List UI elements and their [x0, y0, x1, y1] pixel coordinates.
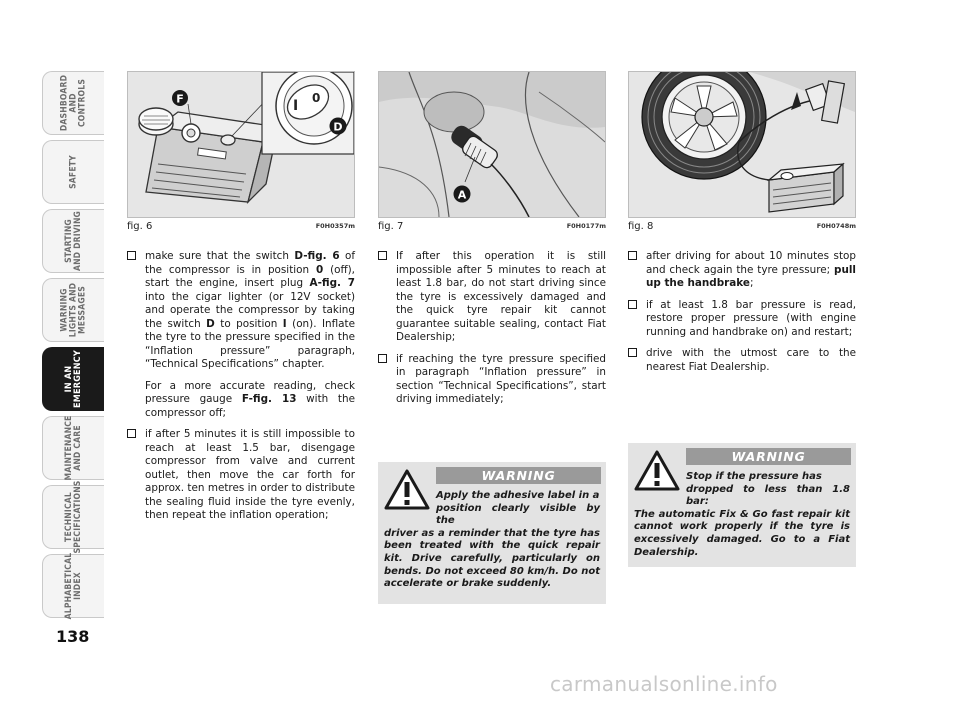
figure-caption — [378, 221, 606, 235]
text: ; — [749, 277, 754, 289]
switch-mark-on: I — [293, 98, 299, 114]
text: if reaching the tyre pressure specified in paragraph “Inflation pressure” in section “Technical Specifications”, start driving immediately; — [396, 352, 606, 405]
figure-label: fig. 8 — [628, 221, 654, 232]
text: If after this operation it is still impossible after 5 minutes to reach at least 1.8 bar, do not start driving since the tyre is excessively damaged and the quick tyre repair kit cannot guarantee suitable sealing, contact Fiat Dealership; — [396, 250, 606, 343]
ref-text: A-fig. 7 — [309, 277, 355, 289]
warning-title: WARNING — [686, 448, 851, 465]
text: with the compressor off; — [145, 393, 355, 419]
warning-title: WARNING — [436, 467, 601, 484]
figure-code: F0H0177m — [566, 222, 606, 230]
text: if after 5 minutes it is still impossible to reach at least 1.5 bar, disengage compressor from valve and current outlet, then move the car forth for approx. ten metres in order to distribute the sealing fluid inside the tyre evenly, then repeat the inflation operation; — [145, 428, 355, 521]
figure-caption — [628, 221, 856, 235]
tab-dashboard-and-controls[interactable] — [42, 71, 104, 135]
tab-label: STARTING AND DRIVING — [63, 210, 83, 272]
tab-safety[interactable] — [42, 140, 104, 204]
paragraph — [127, 380, 355, 421]
warning-text — [634, 471, 850, 559]
figure-label: fig. 6 — [127, 221, 153, 232]
callout-f: F — [176, 92, 184, 106]
tab-label: ALPHABETICAL INDEX — [63, 552, 83, 620]
checkbox-bullet-icon — [378, 354, 387, 363]
list-item — [378, 353, 606, 407]
warning-text — [384, 490, 600, 591]
tab-alphabetical-index[interactable] — [42, 554, 104, 618]
ref-text: D — [206, 317, 215, 330]
text: (off), start the engine, insert plug — [145, 263, 355, 289]
tab-label: DASHBOARD AND CONTROLS — [59, 74, 87, 132]
ref-text: I — [282, 317, 287, 330]
text: after driving for about 10 minutes stop and check again the tyre pressure; — [646, 250, 856, 276]
text: For a more accurate reading, check pressure gauge — [145, 379, 355, 405]
warning-box-pressure — [628, 443, 856, 567]
text: (on). Inflate the tyre to the pressure specified in the “Inflation pressure” paragraph, “Technical Specifications” chapter. — [145, 317, 355, 370]
tab-label: WARNING LIGHTS AND MESSAGES — [59, 282, 87, 338]
text: Apply the adhesive label in a — [436, 490, 600, 501]
checkbox-bullet-icon — [628, 251, 637, 260]
tab-warning-lights-and-messages[interactable] — [42, 278, 104, 342]
tab-label: SAFETY — [68, 155, 78, 189]
figure-code: F0H0357m — [315, 222, 355, 230]
list-item — [127, 250, 355, 372]
ref-text: 0 — [315, 263, 324, 276]
text: The automatic Fix & Go fast repair kit cannot work properly if the tyre is excessively damaged. Go to a Fiat Dealership. — [634, 508, 850, 558]
checkbox-bullet-icon — [628, 300, 637, 309]
tab-technical-specifications[interactable] — [42, 480, 104, 554]
watermark: carmanualsonline.info — [550, 672, 778, 696]
column-3 — [628, 250, 856, 382]
list-item — [628, 250, 856, 291]
figure-wheel-compressor-image — [628, 71, 856, 218]
text: drive with the utmost care to the nearest Fiat Dealership. — [646, 347, 856, 373]
checkbox-bullet-icon — [628, 348, 637, 357]
text: driver as a reminder that the tyre has been treated with the quick repair kit. Drive carefully, particularly on bends. Do not exceed 80 km/h. Do not accelerate or brake suddenly. — [384, 527, 600, 590]
list-item — [127, 428, 355, 523]
column-1 — [127, 250, 355, 531]
text: dropped to less than 1.8 bar: — [686, 483, 850, 508]
list-item — [628, 347, 856, 374]
callout-d: D — [333, 120, 343, 134]
ref-text: F-fig. 13 — [241, 393, 297, 405]
switch-mark-off: 0 — [312, 91, 321, 105]
text: to position — [214, 317, 283, 330]
tab-in-an-emergency[interactable] — [42, 347, 104, 411]
figure-label: fig. 7 — [378, 221, 404, 232]
callout-a: A — [457, 188, 467, 202]
list-item — [628, 299, 856, 340]
text: Stop if the pressure has — [686, 471, 822, 482]
warning-box-adhesive-label — [378, 462, 606, 604]
text: position clearly visible by the — [436, 502, 600, 527]
text: make sure that the switch — [145, 250, 295, 262]
ref-text: D-fig. 6 — [294, 250, 340, 262]
figure-compressor-image — [127, 71, 355, 218]
list-item — [378, 250, 606, 345]
tab-label: MAINTENANCE AND CARE — [63, 415, 83, 481]
text: if at least 1.8 bar pressure is read, restore proper pressure (with engine running and handbrake on) and restart; — [646, 298, 856, 338]
column-2 — [378, 250, 606, 415]
figure-caption — [127, 221, 355, 235]
tab-label: TECHNICAL SPECIFICATIONS — [63, 480, 83, 554]
tab-maintenance-and-care[interactable] — [42, 416, 104, 480]
checkbox-bullet-icon — [127, 429, 136, 438]
text: into the cigar lighter (or 12V socket) and operate the compressor by taking the switch — [145, 290, 355, 330]
ref-text: pull up the handbrake — [646, 263, 856, 289]
tab-label: IN AN EMERGENCY — [63, 350, 83, 408]
checkbox-bullet-icon — [378, 251, 387, 260]
checkbox-bullet-icon — [127, 251, 136, 260]
text: of the compressor is in position — [145, 250, 355, 276]
page-number: 138 — [56, 627, 90, 646]
tab-starting-and-driving[interactable] — [42, 209, 104, 273]
figure-cigar-lighter-image — [378, 71, 606, 218]
figure-code: F0H0748m — [816, 222, 856, 230]
